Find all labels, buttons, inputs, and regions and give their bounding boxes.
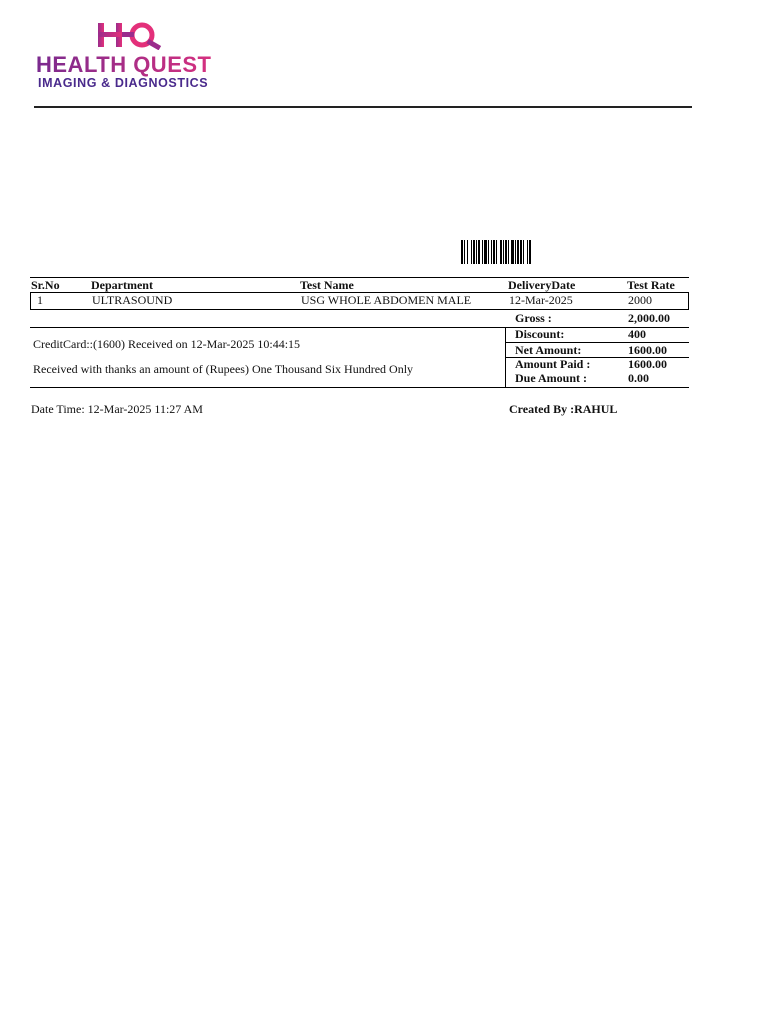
table-header [30,277,689,292]
created-by: Created By :RAHUL [509,402,618,416]
hq-monogram-icon [96,20,176,50]
logo-title-text: HEALTH QUEST [36,52,212,77]
net-amount-value: 1600.00 [628,343,667,357]
company-logo [36,20,236,90]
table-row [30,292,689,310]
print-datetime: Date Time: 12-Mar-2025 11:27 AM [31,402,203,416]
amount-in-words: Received with thanks an amount of (Rupees) One Thousand Six Hundred Only [33,362,414,376]
discount-value: 400 [628,327,646,341]
payment-line: CreditCard::(1600) Received on 12-Mar-2025 10:44:15 [33,337,301,351]
due-amount-label: Due Amount : [515,371,588,385]
due-amount-value: 0.00 [628,371,649,385]
row-delivery-date: 12-Mar-2025 [509,293,573,307]
row-test-name: USG WHOLE ABDOMEN MALE [301,293,472,307]
header-department: Department [91,278,153,292]
summary-divider [505,328,506,388]
row-srno: 1 [37,293,43,307]
header-divider [34,106,692,108]
row-test-rate: 2000 [628,293,652,307]
amount-paid-value: 1600.00 [628,357,667,371]
gross-value: 2,000.00 [628,311,670,325]
net-amount-label: Net Amount: [515,343,582,357]
logo-title [36,52,211,78]
logo-subtitle: IMAGING & DIAGNOSTICS [38,76,209,90]
barcode-icon [461,240,571,264]
header-srno: Sr.No [31,278,60,292]
gross-label: Gross : [515,311,552,325]
header-test-name: Test Name [300,278,354,292]
row-department: ULTRASOUND [92,293,173,307]
amount-paid-label: Amount Paid : [515,357,591,371]
header-delivery-date: DeliveryDate [508,278,576,292]
header-test-rate: Test Rate [627,278,675,292]
discount-label: Discount: [515,327,565,341]
